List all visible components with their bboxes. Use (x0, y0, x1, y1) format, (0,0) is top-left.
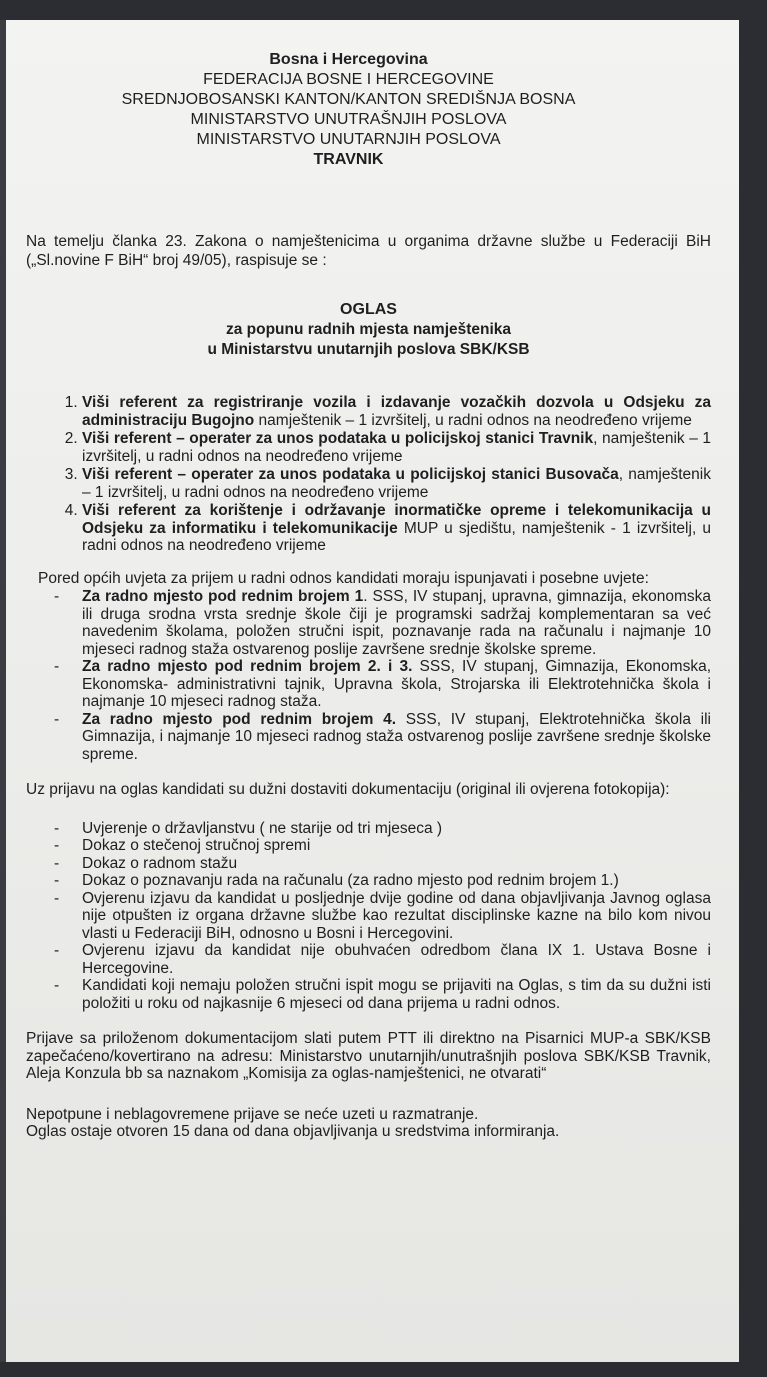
document-item: - Kandidati koji nemaju položen stručni ispit mogu se prijaviti na Oglas, s tim da su dužni isti položiti u roku od najkasnije 6 mjeseci od dana prijema u radni odnos. (82, 977, 711, 1012)
header-canton: SREDNJOBOSANSKI KANTON/KANTON SREDIŠNJA BOSNA (121, 91, 576, 108)
position-title: Viši referent za registriranje vozila i izdavanje vozačkih dozvola u Odsjeku za administraciju Bugojno (82, 394, 711, 429)
condition-title: Za radno mjesto pod rednim brojem 4. (82, 710, 397, 728)
document-item: - Ovjerenu izjavu da kandidat nije obuhvaćen odredbom člana IX 1. Ustava Bosne i Hercegovine. (82, 942, 711, 977)
position-title: Viši referent za korištenje i održavanje inormatičke opreme i telekomunikacija u Odsjeku za informatiku i telekomunikacije (82, 502, 711, 537)
document-item: - Dokaz o stečenoj stručnoj spremi (82, 837, 711, 855)
position-item (82, 466, 711, 501)
closing-note-incomplete: Nepotpune i neblagovremene prijave se neće uzeti u razmatranje. (26, 1105, 479, 1123)
position-details: , namještenik – 1 izvršitelj, u radni odnos na neodređeno vrijeme (82, 466, 711, 501)
submission-instructions: Prijave sa priloženom dokumentacijom slati putem PTT ili direktno na Pisarnici MUP-a SBK/KSB zapečaćeno/kovertirano na adresu: Ministarstvo unutarnjih/unutrašnjih poslova SBK/KSB Travnik, Aleja Konzula bb sa naznakom „Komisija za oglas-namještenici, ne otvarati“ (26, 1030, 711, 1082)
position-title: Viši referent – operater za unos podataka u policijskoj stanici Busovača (82, 466, 619, 483)
document-page (6, 20, 739, 1362)
closing-notes (26, 1106, 711, 1141)
position-item (82, 502, 711, 555)
condition-title: Za radno mjesto pod rednim brojem 1 (82, 588, 364, 605)
header-federation: FEDERACIJA BOSNE I HERCEGOVINE (203, 71, 494, 88)
header-ministry-2: MINISTARSTVO UNUTARNJIH POSLOVA (196, 131, 501, 148)
positions-list (26, 394, 711, 555)
document-item: - Uvjerenje o državljanstvu ( ne starije od tri mjeseca ) (82, 820, 711, 838)
documents-list (26, 820, 711, 1013)
document-header (6, 50, 711, 170)
condition-item (82, 658, 711, 711)
position-title: Viši referent – operater za unos podataka u policijskoj stanici Travnik (82, 430, 594, 447)
condition-details: . SSS, IV stupanj, upravna, gimnazija, ekonomska ili druga srodna vrsta srednje škole čiji je programski sadržaj komplementaran sa već navedenim školama, položen stručni ispit, poznavanje rada na računalu i najmanje 10 mjeseci radnog staža ostvarenog poslije završene srednje školske spreme. (82, 588, 711, 658)
intro-paragraph: Na temelju članka 23. Zakona o namještenicima u organima državne službe u Federaciji BiH („Sl.novine F BiH“ broj 49/05), raspisuje se : (26, 233, 711, 269)
condition-details: SSS, IV stupanj, Elektrotehnička škola ili Gimnazija, i najmanje 10 mjeseci radnog staža ostvarenog poslije završene srednje školske spreme. (82, 710, 711, 763)
documents-intro: Uz prijavu na oglas kandidati su dužni dostaviti dokumentaciju (original ili ovjerena fotokopija): (26, 781, 670, 798)
condition-details: SSS, IV stupanj, Gimnazija, Ekonomska, Ekonomska- administrativni tajnik, Upravna škola, Strojarska ili Elektrotehnička škola i najmanje 10 mjeseci radnog staža. (82, 658, 711, 710)
condition-title: Za radno mjesto pod rednim brojem 2. i 3. (82, 658, 413, 675)
position-details: , namještenik – 1 izvršitelj, u radni odnos na neodređeno vrijeme (82, 430, 711, 465)
position-item (82, 394, 711, 429)
position-item (82, 430, 711, 465)
header-ministry-1: MINISTARSTVO UNUTRAŠNJIH POSLOVA (190, 111, 507, 128)
header-country: Bosna i Hercegovina (269, 51, 428, 68)
position-details: MUP u sjedištu, namještenik - 1 izvršitelj, u radni odnos na neodređeno vrijeme (82, 519, 712, 554)
document-item: - Ovjerenu izjavu da kandidat u posljednje dvije godine od dana objavljivanja Javnog oglasa nije otpušten iz organa državne službe kao rezultat disciplinske kazne na bilo kom nivou vlasti u Federaciji BiH, odnosno u Bosni i Hercegovini. (82, 890, 711, 943)
document-item: - Dokaz o poznavanju rada na računalu (za radno mjesto pod rednim brojem 1.) (82, 872, 711, 890)
announcement-title (26, 300, 711, 360)
conditions-list (26, 588, 711, 763)
condition-item (82, 588, 711, 658)
title-main: OGLAS (340, 301, 397, 318)
conditions-intro: Pored općih uvjeta za prijem u radni odnos kandidati moraju ispunjavati i posebne uvjete: (38, 569, 649, 587)
document-item: - Dokaz o radnom stažu (82, 855, 711, 873)
closing-note-duration: Oglas ostaje otvoren 15 dana od dana objavljivanja u sredstvima informiranja. (26, 1123, 560, 1140)
title-sub-2: u Ministarstvu unutarnjih poslova SBK/KSB (207, 341, 530, 358)
title-sub-1: za popunu radnih mjesta namještenika (225, 321, 512, 338)
position-details: namještenik – 1 izvršitelj, u radni odnos na neodređeno vrijeme (254, 411, 692, 429)
header-city: TRAVNIK (313, 151, 384, 168)
condition-item (82, 711, 711, 764)
